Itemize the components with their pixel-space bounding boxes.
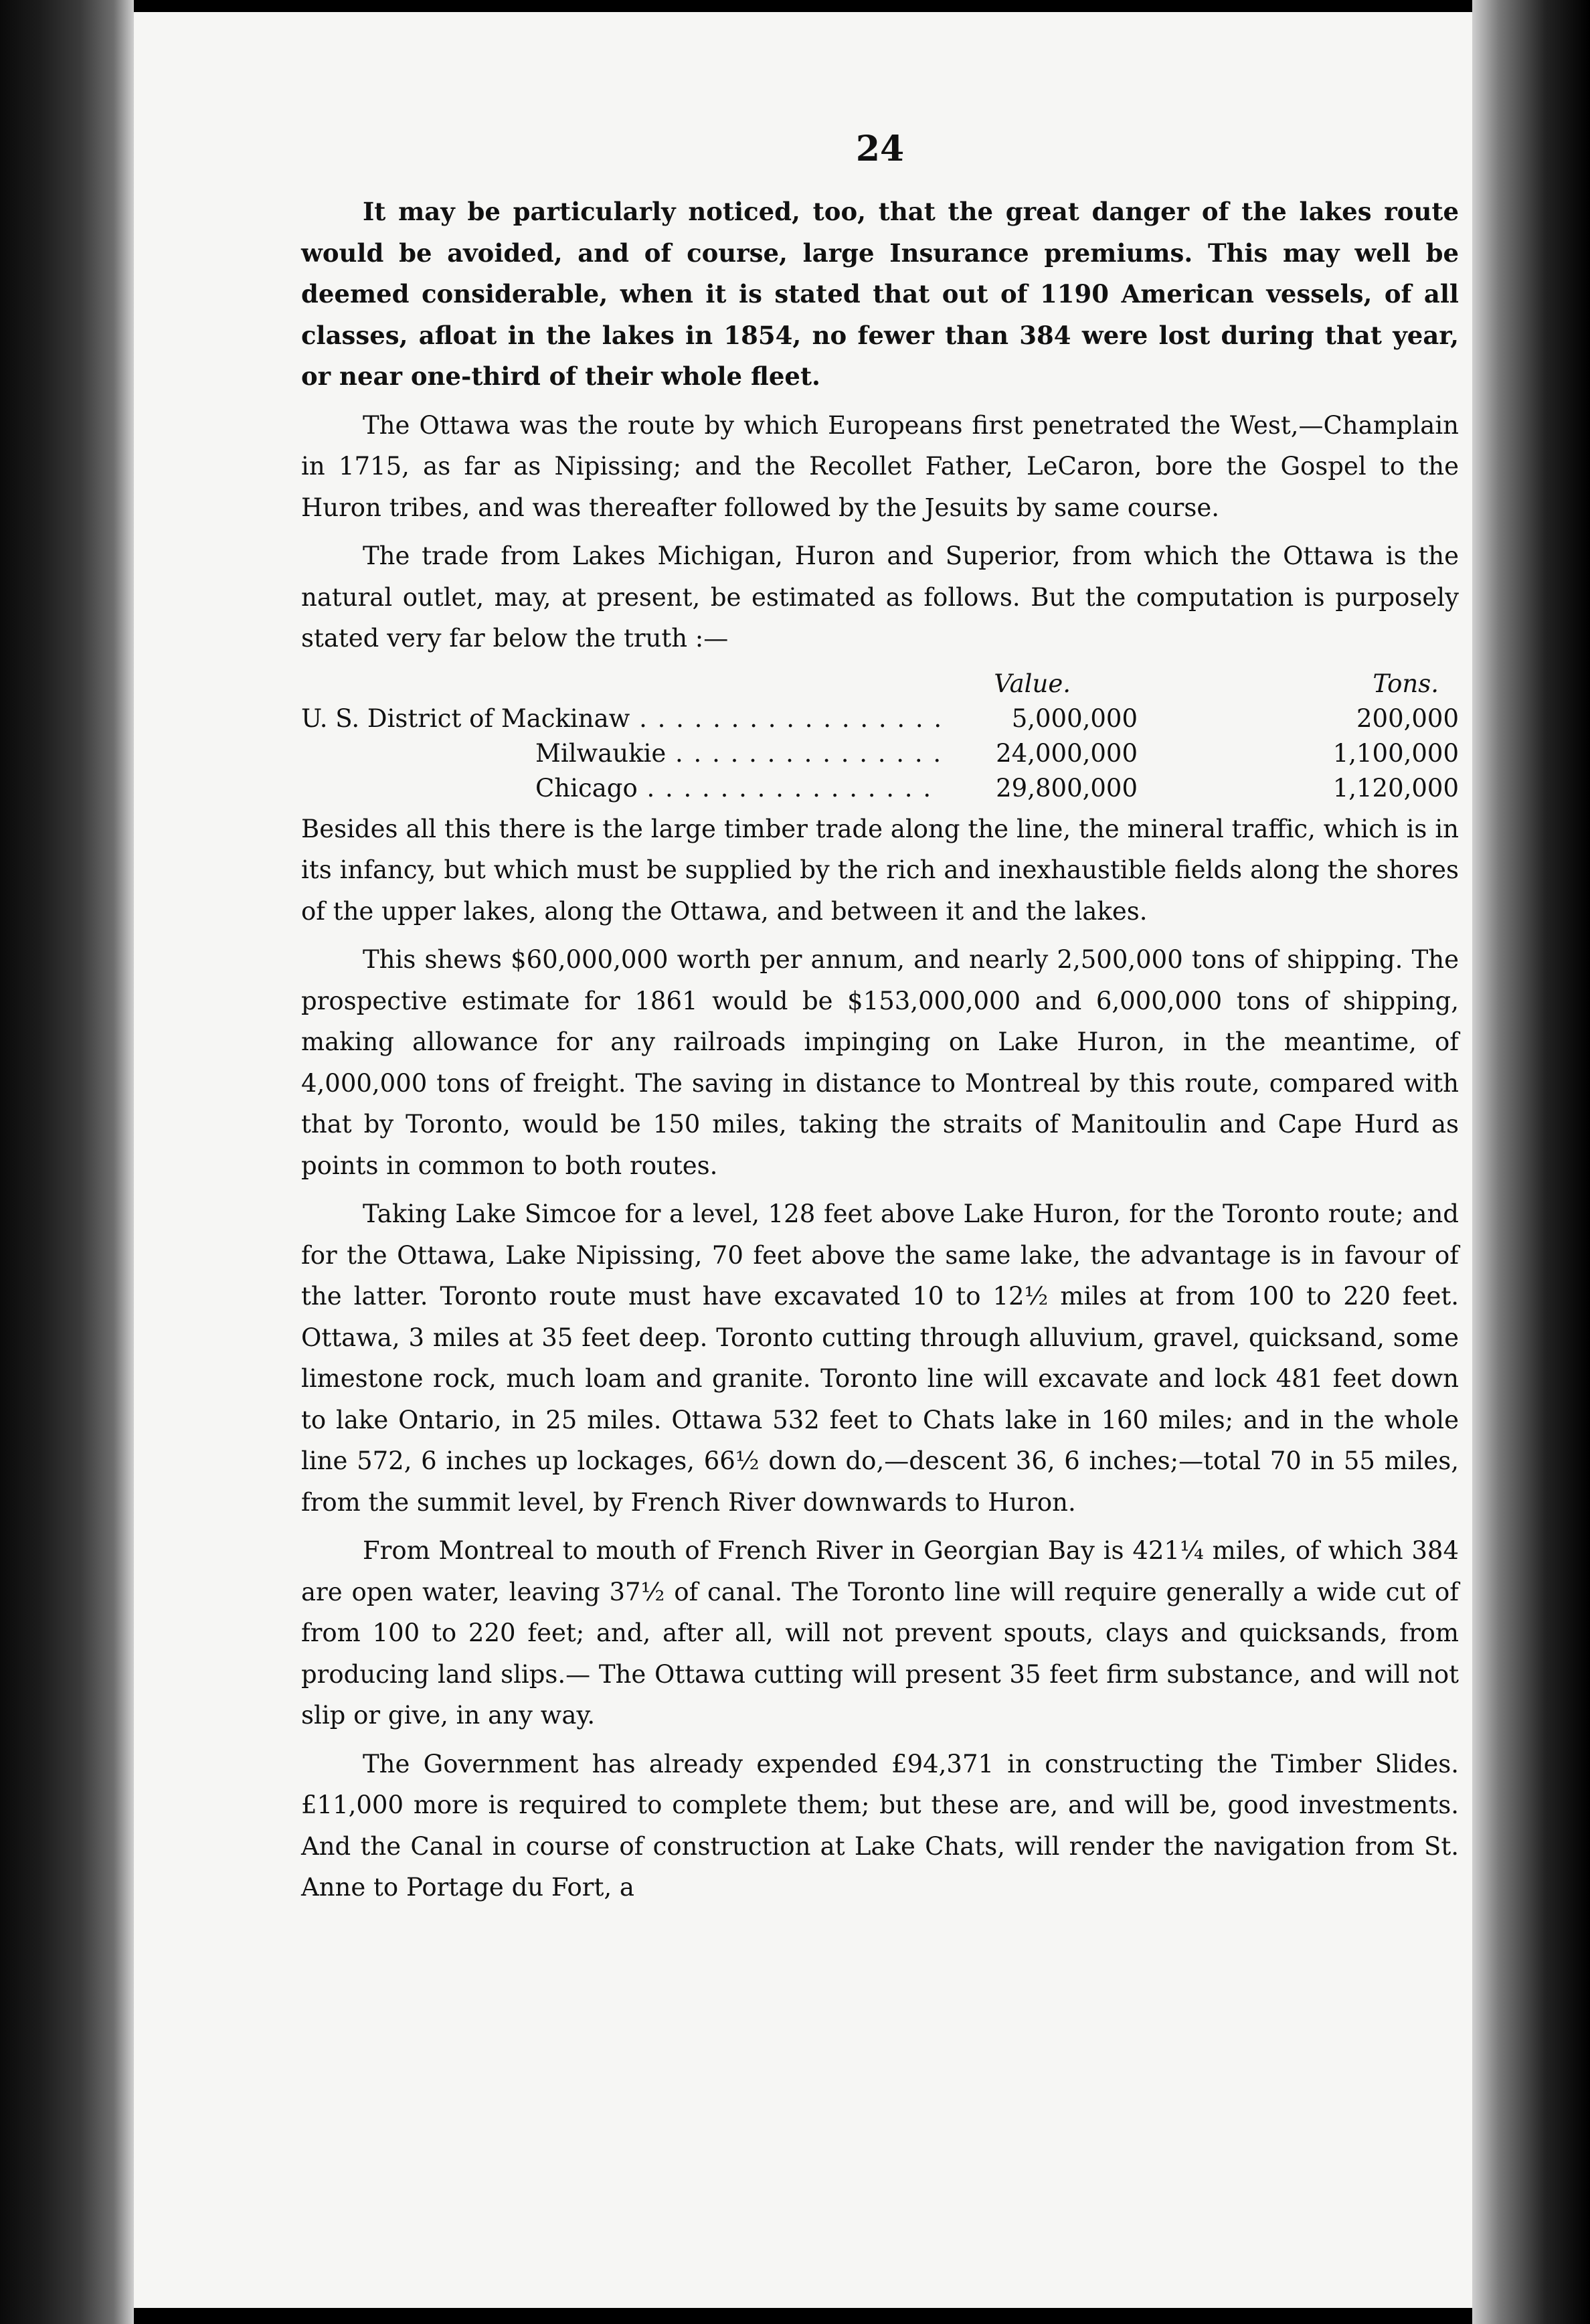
table-row (301, 701, 1459, 736)
leader-dots (666, 739, 944, 768)
tons-cell: 1,120,000 (1332, 773, 1459, 803)
paragraph-history: The Ottawa was the route by which Europeans first penetrated the West,—Champlain in 1715, as far as Nipissing; and the Recollet Father, LeCaron, bore the Gospel to the Huron tribes, and was thereafter followed by the Jesuits by same course. (301, 410, 1459, 522)
tons-cell: 200,000 (1356, 703, 1459, 733)
page-text-block (301, 129, 1459, 1916)
paragraph-route-levels: Taking Lake Simcoe for a level, 128 feet above Lake Huron, for the Toronto route; and for the Ottawa, Lake Nipissing, 70 feet above the same lake, the advantage is in favour of the latter. Toronto route must have excavated 10 to 12½ miles at from 100 to 220 feet. Ottawa, 3 miles at 35 feet deep. Toronto cutting through alluvium, gravel, quicksand, some limestone rock, much loam and granite. Toronto line will excavate and lock 481 feet down to lake Ontario, in 25 miles. Ottawa 532 feet to Chats lake in 160 miles; and in the whole line 572, 6 inches up lockages, 66½ down do,—descent 36, 6 inches;—total 70 in 55 miles, from the summit level, by French River downwards to Huron. (301, 1199, 1459, 1517)
district-name: Milwaukie (535, 738, 667, 768)
paragraph-insurance: It may be particularly noticed, too, that the great danger of the lakes route would be avoided, and of course, large Insurance premiums. This may well be deemed considerable, when it is stated that out of 1190 American vessels, of all classes, afloat in the lakes in 1854, no fewer than 384 were lost during that year, or near one-third of their whole fleet. (301, 197, 1459, 391)
value-cell: 24,000,000 (996, 738, 1138, 768)
district-cell (301, 701, 944, 736)
paragraph-shipping-estimate: This shews $60,000,000 worth per annum, and nearly 2,500,000 tons of shipping. The prospective estimate for 1861 would be $153,000,000 and 6,000,000 tons of shipping, making allowance for any railroads impinging on Lake Huron, in the meantime, of 4,000,000 tons of freight. The saving in distance to Montreal by this route, compared with that by Toronto, would be 150 miles, taking the straits of Manitoulin and Cape Hurd as points in common to both routes. (301, 945, 1459, 1180)
table-row (301, 736, 1459, 771)
district-cell (301, 736, 944, 771)
book-gutter (0, 0, 134, 2324)
leader-dots (630, 704, 944, 733)
district-cell (301, 771, 944, 806)
district-name: U. S. District of Mackinaw (301, 703, 630, 733)
tons-cell: 1,100,000 (1332, 738, 1459, 768)
paragraph-timber-trade: Besides all this there is the large timber trade along the line, the mineral traffic, which is in its infancy, but which must be supplied by the rich and inexhaustible fields along the shores of the upper lakes, along the Ottawa, and between it and the lakes. (301, 814, 1459, 926)
paragraph-trade-intro: The trade from Lakes Michigan, Huron and Superior, from which the Ottawa is the natural outlet, may, at present, be estimated as follows. But the computation is purposely stated very far below the truth :— (301, 542, 1459, 653)
value-column-header: Value. (994, 669, 1071, 698)
book-page (134, 12, 1472, 2308)
leader-dots (638, 774, 944, 803)
tons-column-header: Tons. (1373, 669, 1439, 698)
trade-table (301, 667, 1459, 806)
district-name: Chicago (535, 773, 638, 803)
value-cell: 29,800,000 (996, 773, 1138, 803)
table-row (301, 771, 1459, 806)
paragraph-government-expenditure: The Government has already expended £94,371 in constructing the Timber Slides. £11,000 more is required to complete them; but these are, and will be, good investments. And the Canal in course of construction at Lake Chats, will render the navigation from St. Anne to Portage du Fort, a (301, 1749, 1459, 1902)
value-cell: 5,000,000 (1011, 703, 1138, 733)
scan-edge-shadow (1472, 0, 1590, 2324)
trade-table-header (301, 667, 1459, 701)
paragraph-french-river: From Montreal to mouth of French River in Georgian Bay is 421¼ miles, of which 384 are open water, leaving 37½ of canal. The Toronto line will require generally a wide cut of from 100 to 220 feet; and, after all, will not prevent spouts, clays and quicksands, from producing land slips.— The Ottawa cutting will present 35 feet firm substance, and will not slip or give, in any way. (301, 1536, 1459, 1730)
page-number: 24 (855, 129, 905, 169)
